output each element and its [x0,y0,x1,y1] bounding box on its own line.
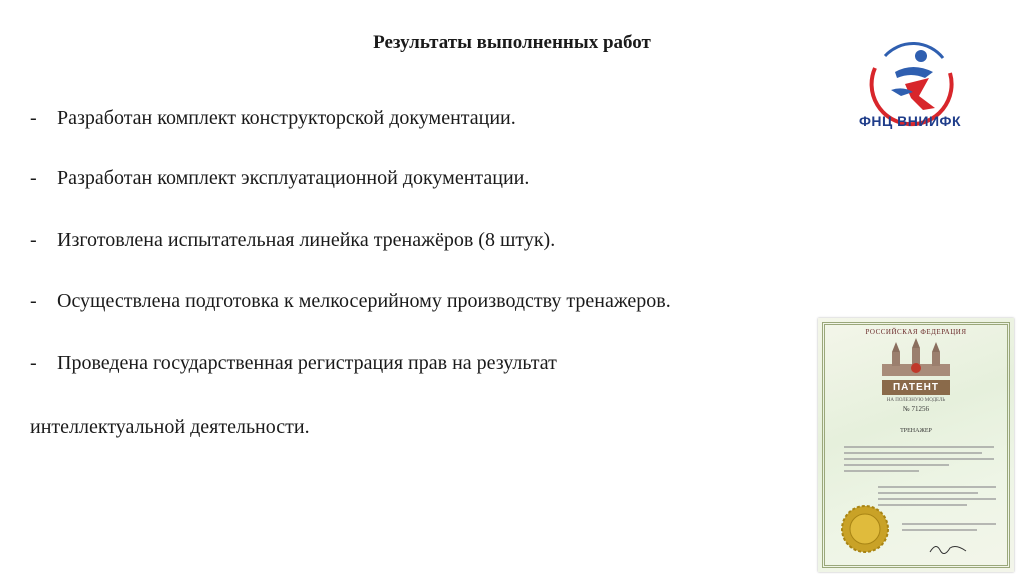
logo-text: ФНЦ ВНИИФК [858,113,961,129]
patent-name: ТРЕНАЖЕР [900,428,932,434]
certificate-text-lines [878,486,996,510]
kremlin-emblem-icon [878,338,954,378]
certificate-text-lines [902,523,996,535]
gold-seal-icon [840,504,890,554]
list-item-text: Разработан комплект эксплуатационной документации. [57,167,530,189]
list-dash: - [30,229,37,251]
patent-certificate-image [818,318,1014,572]
list-dash: - [30,290,37,312]
list-item-text: Проведена государственная регистрация прав на результат [57,352,557,374]
list-item [30,107,516,129]
list-item [30,290,671,312]
list-dash: - [30,107,37,129]
list-item-text: Изготовлена испытательная линейка тренажёров (8 штук). [57,229,556,251]
patent-subtitle: НА ПОЛЕЗНУЮ МОДЕЛЬ [886,398,946,403]
list-item-text: Осуществлена подготовка к мелкосерийному производству тренажеров. [57,290,671,312]
list-item-text: Разработан комплект конструкторской документации. [57,107,516,129]
signature-icon [928,542,968,556]
certificate-text-lines [844,446,994,476]
list-item [30,352,557,374]
list-dash: - [30,352,37,374]
list-dash: - [30,167,37,189]
page-title: Результаты выполненных работ [373,32,651,53]
list-item [30,229,555,251]
list-item [30,167,529,189]
list-item-continuation: интеллектуальной деятельности. [30,416,310,438]
patent-title: ПАТЕНТ [882,380,950,395]
patent-number: № 71256 [903,405,929,413]
patent-country: РОССИЙСКАЯ ФЕДЕРАЦИЯ [865,328,967,336]
